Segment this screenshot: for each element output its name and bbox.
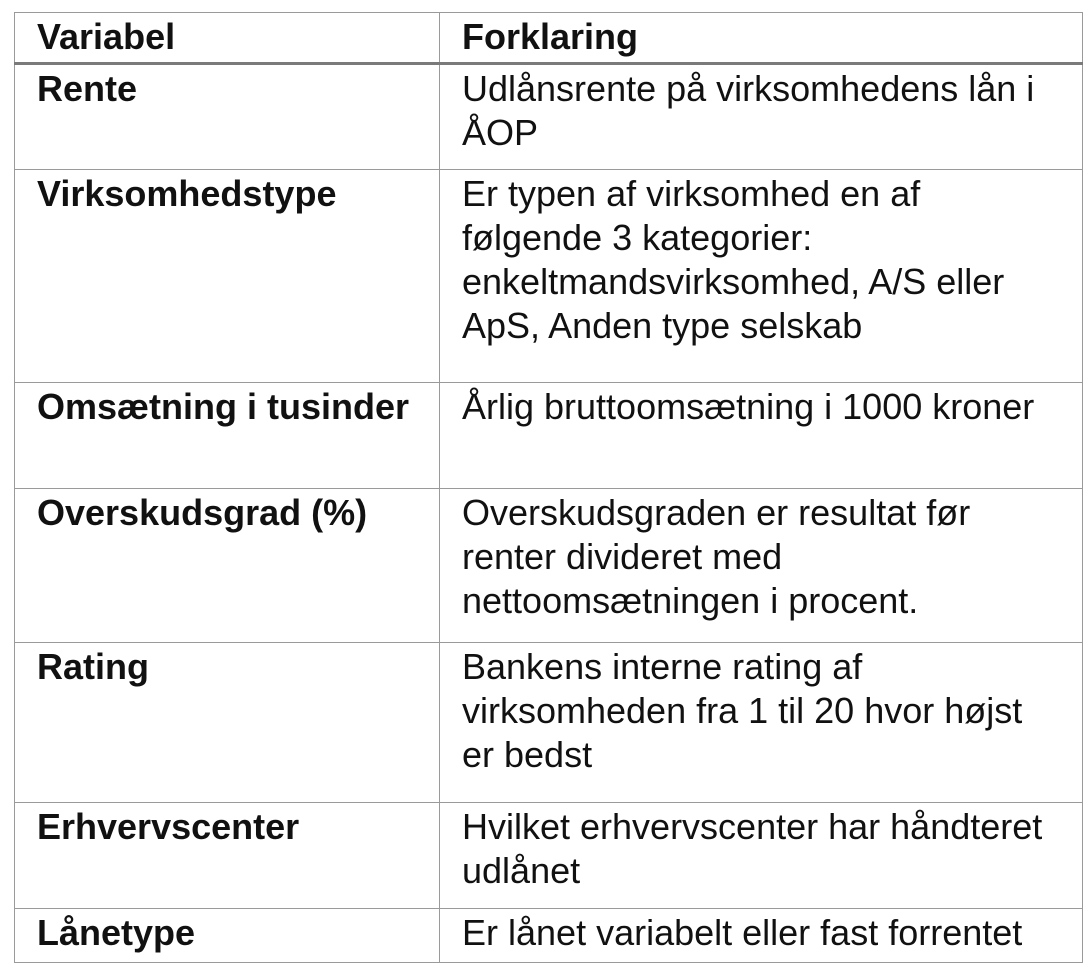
explanation-cell: Hvilket erhvervscenter har håndteret udlånet	[440, 803, 1083, 909]
table-row	[15, 383, 1083, 489]
explanation-cell: Bankens interne rating af virksomheden fra 1 til 20 hvor højst er bedst	[440, 643, 1083, 803]
explanation-cell: Udlånsrente på virksomhedens lån i ÅOP	[440, 64, 1083, 170]
explanation-cell: Årlig bruttoomsætning i 1000 kroner	[440, 383, 1083, 489]
variable-cell: Erhvervscenter	[15, 803, 440, 909]
header-variable: Variabel	[15, 13, 440, 64]
variables-table	[14, 12, 1083, 963]
table-row	[15, 643, 1083, 803]
variable-cell: Virksomhedstype	[15, 170, 440, 383]
variable-cell: Rating	[15, 643, 440, 803]
explanation-cell: Er lånet variabelt eller fast forrentet	[440, 909, 1083, 963]
variable-cell: Rente	[15, 64, 440, 170]
table-row	[15, 489, 1083, 643]
table-row	[15, 170, 1083, 383]
variable-cell: Omsætning i tusinder	[15, 383, 440, 489]
table-row	[15, 803, 1083, 909]
table-row	[15, 64, 1083, 170]
variable-cell: Lånetype	[15, 909, 440, 963]
explanation-cell: Overskudsgraden er resultat før renter divideret med nettoomsætningen i procent.	[440, 489, 1083, 643]
explanation-cell: Er typen af virksomhed en af følgende 3 kategorier: enkeltmandsvirksomhed, A/S eller ApS, Anden type selskab	[440, 170, 1083, 383]
table-header-row	[15, 13, 1083, 64]
table-row	[15, 909, 1083, 963]
header-explanation: Forklaring	[440, 13, 1083, 64]
variable-cell: Overskudsgrad (%)	[15, 489, 440, 643]
